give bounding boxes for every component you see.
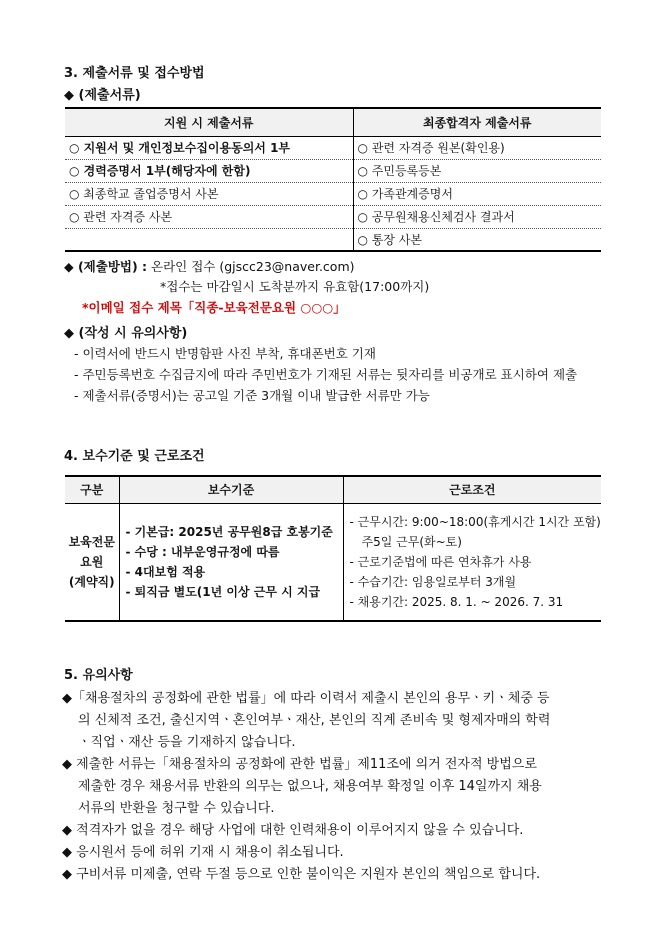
pay-standard-cell bbox=[119, 503, 343, 621]
method-line bbox=[64, 257, 355, 275]
condition-item: - 근무시간: 9:00~18:00(휴게시간 1시간 포함) bbox=[349, 514, 601, 529]
list-item: - 제출서류(증명서)는 공고일 기준 3개월 이내 발급한 서류만 가능 bbox=[74, 388, 430, 403]
category-cell bbox=[65, 503, 119, 621]
docs-cell: ○ 지원서 및 개인정보수집이용동의서 1부 bbox=[65, 136, 353, 159]
table-row bbox=[65, 159, 601, 182]
notice-line: ◆「채용절차의 공정화에 관한 법률」에 따라 이력서 제출시 본인의 용무ㆍ키ㆍ체중 등 bbox=[62, 691, 550, 706]
docs-cell: ○ 통장 사본 bbox=[353, 228, 601, 251]
conditions-cell bbox=[343, 503, 601, 621]
pay-item: - 수당 : 내부운영규정에 따름 bbox=[125, 544, 280, 559]
caution-list bbox=[74, 343, 577, 406]
condition-item: 주5일 근무(화~토) bbox=[361, 534, 462, 549]
list-item: - 주민등록번호 수집금지에 따라 주민번호가 기재된 서류는 뒷자리를 비공개로 표시하여 제출 bbox=[74, 367, 578, 382]
section-5-title: 5. 유의사항 bbox=[64, 668, 133, 683]
notice-line: 서류의 반환을 청구할 수 있습니다. bbox=[78, 801, 275, 816]
docs-cell: ○ 공무원채용신체검사 결과서 bbox=[353, 205, 601, 228]
category-line: (계약직) bbox=[68, 574, 115, 589]
notice-line: ◆ 응시원서 등에 허위 기재 시 채용이 취소됩니다. bbox=[62, 845, 344, 860]
notice-line: ◆ 적격자가 없을 경우 해당 사업에 대한 인력채용이 이루어지지 않을 수 있습니다. bbox=[62, 823, 524, 838]
pay-item: - 4대보험 적용 bbox=[125, 564, 206, 579]
list-item: - 이력서에 반드시 반명함판 사진 부착, 휴대폰번호 기재 bbox=[74, 346, 376, 361]
notice-line: 의 신체적 조건, 출신지역ㆍ혼인여부ㆍ재산, 본인의 직계 존비속 및 형제자매의 학력 bbox=[78, 713, 551, 728]
docs-cell: ○ 관련 자격증 원본(확인용) bbox=[357, 141, 505, 155]
method-value: 온라인 접수 (gjscc23@naver.com) bbox=[151, 259, 355, 274]
notice-list bbox=[62, 688, 550, 886]
pay-header-standard: 보수기준 bbox=[119, 476, 343, 503]
category-line: 요원 bbox=[80, 554, 104, 569]
method-note: *접수는 마감일시 도착분까지 유효함(17:00까지) bbox=[160, 279, 430, 294]
pay-header-conditions: 근로조건 bbox=[343, 476, 601, 503]
docs-header-apply: 지원 시 제출서류 bbox=[65, 108, 353, 136]
table-row bbox=[65, 205, 601, 228]
section-3-title: 3. 제출서류 및 접수방법 bbox=[64, 66, 205, 81]
notice-line: ㆍ직업ㆍ재산 등을 기재하지 않습니다. bbox=[78, 735, 296, 750]
table-row bbox=[65, 136, 601, 159]
email-subject: *이메일 접수 제목「직종-보육전문요원 ○○○」 bbox=[82, 300, 346, 315]
docs-cell: ○ 관련 자격증 사본 bbox=[65, 205, 353, 228]
section-4-title: 4. 보수기준 및 근로조건 bbox=[64, 449, 205, 464]
docs-heading: ◆ (제출서류) bbox=[64, 88, 141, 103]
docs-cell: ○ 주민등록등본 bbox=[353, 159, 601, 182]
pay-item: - 퇴직금 별도(1년 이상 근무 시 지급 bbox=[125, 584, 321, 599]
caution-heading: ◆ (작성 시 유의사항) bbox=[64, 326, 188, 341]
docs-cell: ○ 가족관계증명서 bbox=[353, 182, 601, 205]
docs-cell: ○ 최종학교 졸업증명서 사본 bbox=[65, 182, 353, 205]
docs-header-final: 최종합격자 제출서류 bbox=[353, 108, 601, 136]
condition-item: - 채용기간: 2025. 8. 1. ~ 2026. 7. 31 bbox=[349, 594, 564, 609]
table-row bbox=[65, 182, 601, 205]
table-row bbox=[65, 228, 601, 251]
notice-line: 제출한 경우 채용서류 반환의 의무는 없으나, 채용여부 확정일 이후 14일까지 채용 bbox=[78, 779, 542, 794]
docs-cell: ○ 경력증명서 1부(해당자에 한함) bbox=[65, 159, 353, 182]
notice-line: ◆ 구비서류 미제출, 연락 두절 등으로 인한 불이익은 지원자 본인의 책임으로 합니다. bbox=[62, 867, 541, 882]
pay-item: - 기본급: 2025년 공무원8급 호봉기준 bbox=[125, 524, 333, 539]
condition-item: - 근로기준법에 따른 연차휴가 사용 bbox=[349, 554, 532, 569]
docs-table bbox=[65, 107, 601, 252]
table-row bbox=[65, 503, 601, 621]
pay-table bbox=[65, 475, 601, 622]
pay-header-category: 구분 bbox=[65, 476, 119, 503]
condition-item: - 수습기간: 임용일로부터 3개월 bbox=[349, 574, 517, 589]
notice-line: ◆ 제출한 서류는「채용절차의 공정화에 관한 법률」제11조에 의거 전자적 방법으로 bbox=[62, 757, 537, 772]
method-label: ◆ (제출방법) : bbox=[64, 259, 148, 274]
category-line: 보육전문 bbox=[68, 534, 115, 549]
docs-cell bbox=[65, 228, 353, 251]
